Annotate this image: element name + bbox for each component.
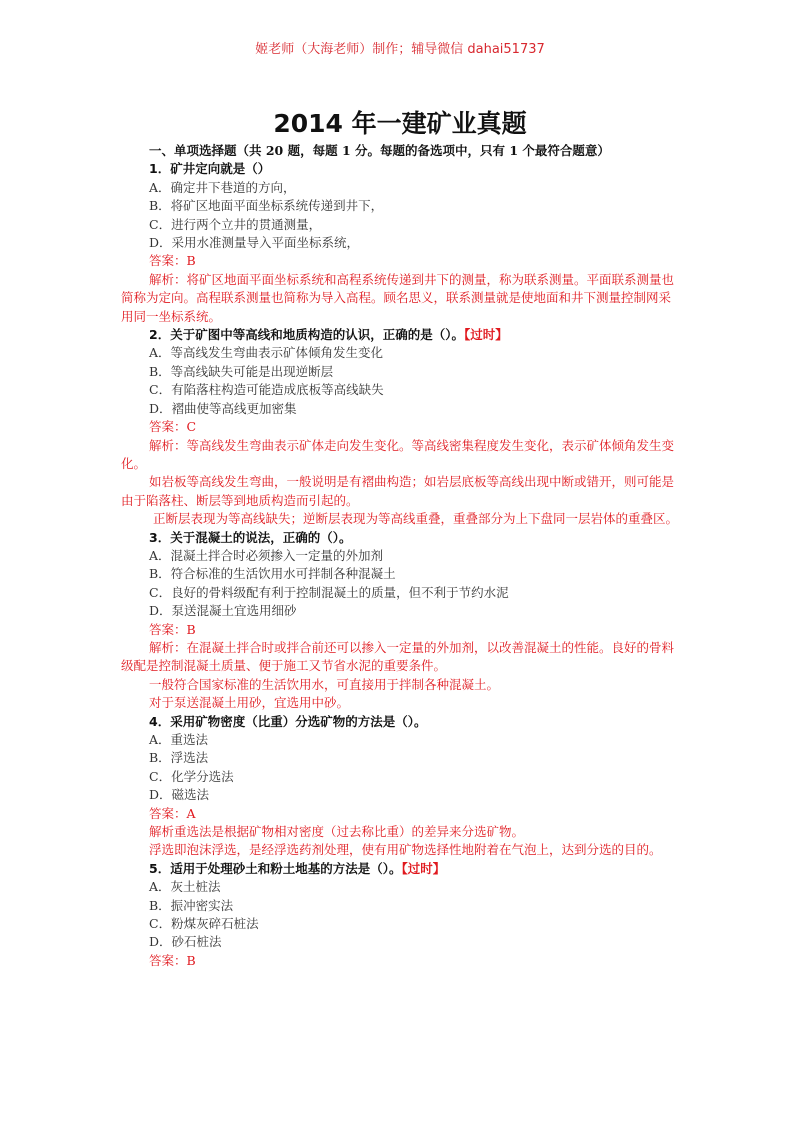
option-b: B．等高线缺失可能是出现逆断层 xyxy=(149,363,334,379)
explanation: 解析：将矿区地面平面坐标系统和高程系统传递到井下的测量，称为联系测量。平面联系测量也简称为定向。高程联系测量也简称为导入高程。顾名思义，联系测量就是使地面和井下测量控制网采用同一坐标系统。 xyxy=(121,271,675,324)
option-d: D．磁选法 xyxy=(149,787,210,803)
option-c: C．良好的骨料级配有利于控制混凝土的质量，但不利于节约水泥 xyxy=(149,584,509,600)
question-3 xyxy=(121,529,681,713)
explanation: 一般符合国家标准的生活饮用水，可直接用于拌制各种混凝土。 xyxy=(149,676,500,692)
section-heading: 一、单项选择题（共 20 题，每题 1 分。每题的备选项中，只有 1 个最符合题意） xyxy=(149,143,610,158)
document-body xyxy=(121,142,681,970)
option-d: D．砂石桩法 xyxy=(149,934,222,950)
question-5 xyxy=(121,860,681,970)
explanation: 如岩板等高线发生弯曲，一般说明是有褶曲构造；如岩层底板等高线出现中断或错开，则可能是由于陷落柱、断层等到地质构造而引起的。 xyxy=(121,474,675,508)
option-c: C．化学分选法 xyxy=(149,768,234,784)
question-1 xyxy=(121,160,681,326)
option-a: A．灰土桩法 xyxy=(149,879,221,895)
page-title: 2014 年一建矿业真题 xyxy=(273,109,527,138)
question-stem: 4．采用矿物密度（比重）分选矿物的方法是（）。 xyxy=(149,713,427,729)
option-b: B．浮选法 xyxy=(149,750,209,766)
explanation: 解析：在混凝土拌合时或拌合前还可以掺入一定量的外加剂，以改善混凝土的性能。良好的骨料级配是控制混凝土质量、便于施工又节省水泥的重要条件。 xyxy=(121,639,675,674)
explanation: 正断层表现为等高线缺失；逆断层表现为等高线重叠，重叠部分为上下盘同一层岩体的重叠区。 xyxy=(153,511,679,527)
option-c: C．进行两个立井的贯通测量， xyxy=(149,216,322,232)
option-c: C．粉煤灰碎石桩法 xyxy=(149,916,259,932)
question-stem: 1．矿井定向就是（） xyxy=(149,161,271,177)
question-2 xyxy=(121,326,681,528)
option-d: D．褶曲使等高线更加密集 xyxy=(149,400,297,416)
question-stem: 3．关于混凝土的说法，正确的（）。 xyxy=(149,529,352,545)
question-text: 2．关于矿图中等高线和地质构造的认识，正确的是（）。 xyxy=(149,327,464,343)
outdated-tag: 【过时】 xyxy=(463,327,508,343)
explanation: 解析重选法是根据矿物相对密度（过去称比重）的差异来分选矿物。 xyxy=(149,824,525,840)
option-d: D．泵送混凝土宜选用细砂 xyxy=(149,603,297,619)
outdated-tag: 【过时】 xyxy=(401,860,446,876)
answer: 答案：C xyxy=(149,419,197,435)
answer: 答案：B xyxy=(149,621,196,637)
option-d: D．采用水准测量导入平面坐标系统， xyxy=(149,235,360,251)
question-text: 5．适用于处理砂土和粉土地基的方法是（）。 xyxy=(149,860,402,876)
question-4 xyxy=(121,713,681,860)
option-a: A．混凝土拌合时必须掺入一定量的外加剂 xyxy=(149,547,384,563)
option-c: C．有陷落柱构造可能造成底板等高线缺失 xyxy=(149,382,384,398)
answer: 答案：B xyxy=(149,253,196,269)
explanation: 解析：等高线发生弯曲表示矿体走向发生变化。等高线密集程度发生变化，表示矿体倾角发生变化。 xyxy=(121,437,675,471)
page-header: 姬老师（大海老师）制作；辅导微信 dahai51737 xyxy=(255,42,545,57)
answer: 答案：B xyxy=(149,952,196,968)
answer: 答案：A xyxy=(149,805,196,821)
option-b: B．振冲密实法 xyxy=(149,897,234,913)
option-a: A．确定井下巷道的方向， xyxy=(149,179,296,195)
question-stem xyxy=(121,326,681,344)
option-b: B．符合标准的生活饮用水可拌制各种混凝土 xyxy=(149,566,396,582)
option-a: A．重选法 xyxy=(149,732,209,747)
option-a: A．等高线发生弯曲表示矿体倾角发生变化 xyxy=(149,345,384,361)
explanation: 浮选即泡沫浮选，是经浮选药剂处理，使有用矿物选择性地附着在气泡上，达到分选的目的。 xyxy=(149,842,662,858)
explanation: 对于泵送混凝土用砂，宜选用中砂。 xyxy=(149,695,350,711)
question-stem xyxy=(121,860,681,878)
option-b: B．将矿区地面平面坐标系统传递到井下， xyxy=(149,198,384,214)
